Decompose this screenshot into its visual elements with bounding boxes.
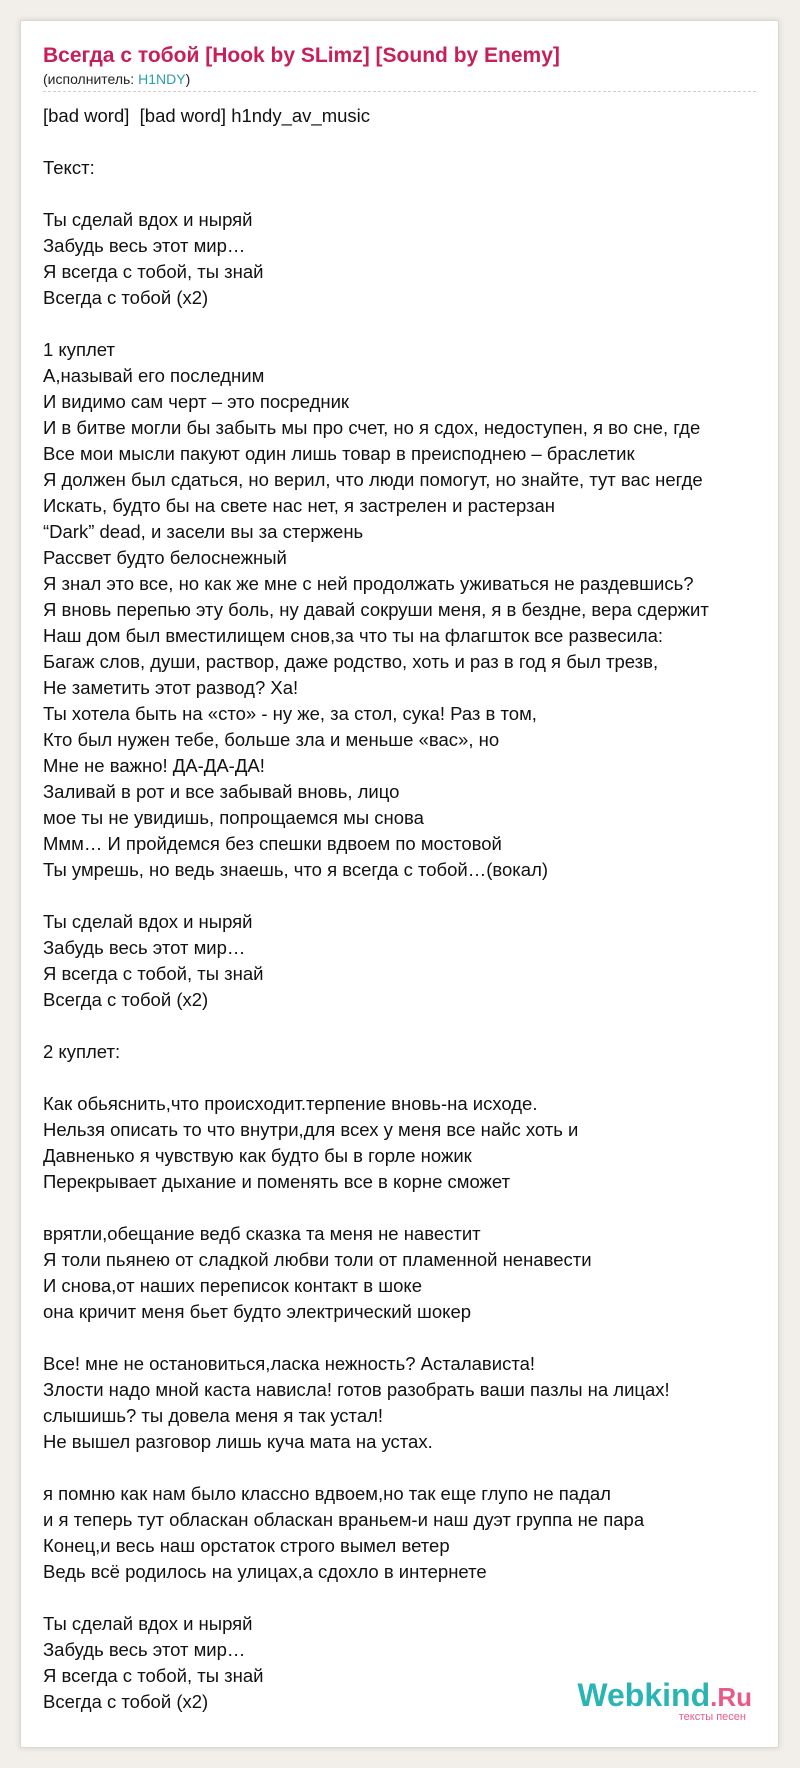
- lyric-line: Ты хотела быть на «сто» - ну же, за стол, сука! Раз в том,: [43, 703, 537, 724]
- lyric-line: Не вышел разговор лишь куча мата на устах.: [43, 1431, 433, 1452]
- lyric-line: 2 куплет:: [43, 1041, 121, 1062]
- lyric-line: Злости надо мной каста нависла! готов разобрать ваши пазлы на лицах!: [43, 1379, 670, 1400]
- lyric-line: И снова,от наших переписок контакт в шоке: [43, 1275, 422, 1296]
- lyric-line: я помню как нам было классно вдвоем,но так еще глупо не падал: [43, 1483, 611, 1504]
- lyric-line: и я теперь тут обласкан обласкан враньем-и наш дуэт группа не пара: [43, 1509, 645, 1530]
- lyric-line: Кто был нужен тебе, больше зла и меньше «вас», но: [43, 729, 500, 750]
- lyric-line: Я всегда с тобой, ты знай: [43, 261, 264, 282]
- lyric-line: А,называй его последним: [43, 365, 265, 386]
- lyric-line: Наш дом был вместилищем снов,за что ты на флагшток все развесила:: [43, 625, 664, 646]
- performer-prefix: (исполнитель:: [43, 71, 139, 87]
- lyric-line: Конец,и весь наш орстаток строго вымел ветер: [43, 1535, 450, 1556]
- lyric-line: [43, 1325, 774, 1351]
- lyric-line: Забудь весь этот мир…: [43, 937, 246, 958]
- site-logo[interactable]: [577, 1679, 752, 1723]
- header-divider: [43, 91, 756, 92]
- performer-line: [43, 70, 756, 88]
- lyric-line: Я толи пьянею от сладкой любви толи от пламенной ненавести: [43, 1249, 592, 1270]
- lyric-line: Мне не важно! ДА-ДА-ДА!: [43, 755, 265, 776]
- lyric-line: Ты умрешь, но ведь знаешь, что я всегда с тобой…(вокал): [43, 859, 549, 880]
- logo-main-text: Webkind: [577, 1677, 711, 1713]
- lyric-line: Рассвет будто белоснежный: [43, 547, 287, 568]
- lyric-line: Я знал это все, но как же мне с ней продолжать уживаться не раздевшись?: [43, 573, 694, 594]
- logo-subtitle: тексты песен: [678, 1711, 746, 1723]
- artist-link[interactable]: H1NDY: [138, 71, 186, 87]
- lyric-line: Я всегда с тобой, ты знай: [43, 1665, 264, 1686]
- lyric-line: [43, 1065, 774, 1091]
- lyric-line: Ведь всё родилось на улицах,а сдохло в интернете: [43, 1561, 487, 1582]
- lyric-line: Заливай в рот и все забывай вновь, лицо: [43, 781, 400, 802]
- lyric-line: [43, 129, 774, 155]
- lyric-line: Ты сделай вдох и ныряй: [43, 911, 253, 932]
- lyric-line: Перекрывает дыхание и поменять все в корне сможет: [43, 1171, 511, 1192]
- lyric-line: слышишь? ты довела меня я так устал!: [43, 1405, 384, 1426]
- logo-wordmark: [577, 1679, 752, 1713]
- lyric-line: Ммм… И пройдемся без спешки вдвоем по мостовой: [43, 833, 502, 854]
- lyric-line: Все мои мысли пакуют один лишь товар в преисподнею – браслетик: [43, 443, 635, 464]
- lyric-line: Все! мне не остановиться,ласка нежность? Асталависта!: [43, 1353, 536, 1374]
- lyric-line: [43, 883, 774, 909]
- lyric-line: врятли,обещание ведб сказка та меня не навестит: [43, 1223, 481, 1244]
- lyric-line: Ты сделай вдох и ныряй: [43, 1613, 253, 1634]
- lyric-line: она кричит меня бьет будто электрический шокер: [43, 1301, 472, 1322]
- lyric-line: Не заметить этот развод? Ха!: [43, 677, 299, 698]
- lyric-line: Ты сделай вдох и ныряй: [43, 209, 253, 230]
- lyric-line: И в битве могли бы забыть мы про счет, но я сдох, недоступен, я во сне, где: [43, 417, 701, 438]
- lyric-line: [43, 181, 774, 207]
- lyric-line: Багаж слов, души, раствор, даже родство, хоть и раз в год я был трезв,: [43, 651, 659, 672]
- header: [43, 43, 756, 88]
- lyric-line: Нельзя описать то что внутри,для всех у меня все найс хоть и: [43, 1119, 579, 1140]
- performer-suffix: ): [185, 71, 191, 87]
- lyric-line: Я должен был сдаться, но верил, что люди помогут, но знайте, тут вас негде: [43, 469, 703, 490]
- song-title: Всегда с тобой [Hook by SLimz] [Sound by Enemy]: [43, 44, 560, 67]
- lyric-line: Забудь весь этот мир…: [43, 1639, 246, 1660]
- lyric-line: Давненько я чувствую как будто бы в горле ножик: [43, 1145, 472, 1166]
- lyric-line: [bad word] [bad word] h1ndy_av_music: [43, 105, 371, 126]
- lyrics-text: [43, 103, 774, 1715]
- lyric-line: 1 куплет: [43, 339, 115, 360]
- lyric-line: И видимо сам черт – это посредник: [43, 391, 350, 412]
- lyric-line: [43, 1455, 774, 1481]
- lyric-line: [43, 1585, 774, 1611]
- lyric-line: Всегда с тобой (x2): [43, 1691, 209, 1712]
- lyric-line: Всегда с тобой (x2): [43, 989, 209, 1010]
- lyric-line: Я всегда с тобой, ты знай: [43, 963, 264, 984]
- lyric-line: Я вновь перепью эту боль, ну давай сокруши меня, я в бездне, вера сдержит: [43, 599, 709, 620]
- lyric-line: мое ты не увидишь, попрощаемся мы снова: [43, 807, 424, 828]
- lyric-line: [43, 1195, 774, 1221]
- lyric-line: Забудь весь этот мир…: [43, 235, 246, 256]
- lyric-line: Как обьяснить,что происходит.терпение вновь-на исходе.: [43, 1093, 538, 1114]
- logo-tld: .Ru: [710, 1682, 752, 1712]
- lyric-line: Текст:: [43, 157, 95, 178]
- lyric-line: Искать, будто бы на свете нас нет, я застрелен и растерзан: [43, 495, 556, 516]
- lyric-line: “Dark” dead, и засели вы за стержень: [43, 521, 364, 542]
- lyrics-card: [20, 20, 779, 1748]
- lyric-line: Всегда с тобой (x2): [43, 287, 209, 308]
- lyric-line: [43, 311, 774, 337]
- lyric-line: [43, 1013, 774, 1039]
